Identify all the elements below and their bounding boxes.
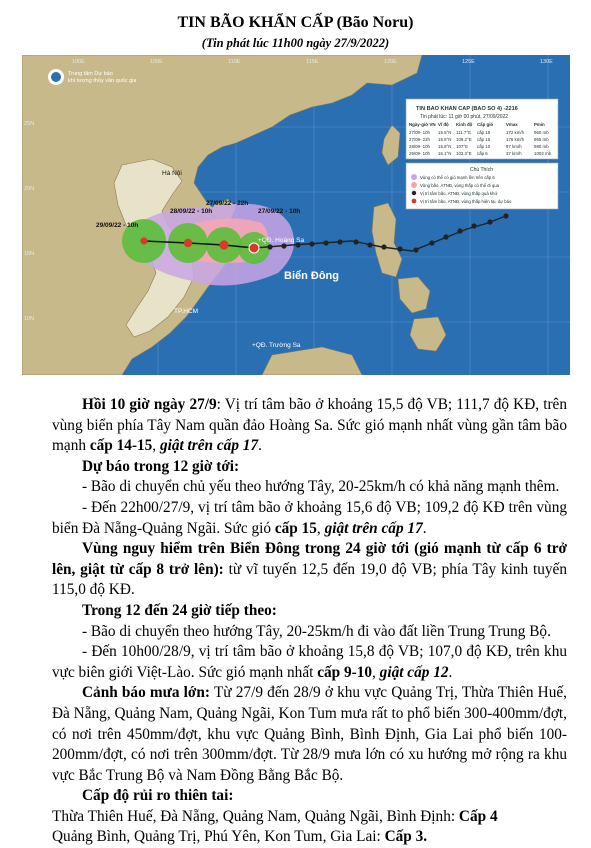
lon-tick-130e: 130E (540, 59, 553, 65)
forecast-24h-level: cấp 9-10 (317, 663, 373, 681)
lat-tick-15n: 15N (24, 251, 35, 257)
lon-tick-125e: 125E (462, 59, 475, 65)
lat-tick-25n: 25N (24, 121, 35, 127)
risk-level-3-line (52, 827, 567, 848)
bulletin-subtitle: (Tin phát lúc 11h00 ngày 27/9/2022) (201, 36, 390, 50)
bulletin-body (52, 395, 567, 848)
map-legend (406, 163, 558, 209)
forecast-12h-level: cấp 15 (274, 519, 317, 537)
sea-label: Biển Đông (284, 270, 339, 282)
info-row-3-cell-0: 29/09- 10h (409, 151, 430, 156)
heavy-rain-heading: Cảnh báo mưa lớn: (82, 684, 211, 702)
current-position-paragraph (52, 395, 567, 457)
current-sep: , (152, 437, 160, 455)
info-row-1-cell-1: 15.6°N (438, 137, 452, 142)
risk-level-4-value: Cấp 4 (458, 807, 498, 825)
track-label-27-22h: 27/09/22 - 22h (206, 200, 249, 207)
legend-item-forecast: Vị trí tâm bão, ATNĐ, vùng thấp hiện tại, dự báo (420, 199, 512, 204)
info-row-2-cell-0: 28/09- 10h (409, 144, 430, 149)
lon-tick-110e: 110E (228, 59, 241, 65)
forecast-12h-position-text: - Đến 22h00/27/9, vị trí tâm bão ở khoảng 15,6 độ VB; 109,2 độ KĐ trên vùng biển Đà Nẵng-Quảng Ngãi. Sức gió (52, 498, 567, 537)
lat-tick-20n: 20N (24, 186, 35, 192)
current-wind-level: cấp 14-15 (89, 437, 153, 455)
info-row-1-cell-5: 955 mb (534, 137, 549, 142)
info-col-time: Ngày-giờ VN (409, 122, 436, 127)
agency-name-line1: Trung tâm Dự báo (68, 71, 113, 77)
forecast-12h-heading: Dự báo trong 12 giờ tới: (82, 457, 240, 475)
legend-title: Chú Thích (470, 167, 493, 173)
place-label-hoang-sa: +QĐ. Hoàng Sa (258, 237, 305, 244)
info-row-2-cell-3: cấp 10 (477, 144, 491, 149)
danger-zone-text: từ vĩ tuyến 12,5 đến 19,0 độ VB; phía Tây kinh tuyến 115,0 độ KĐ. (52, 560, 567, 599)
info-row-2-cell-2: 107°E (456, 144, 469, 149)
info-box (406, 99, 558, 159)
current-time: Hồi 10 giờ ngày 27/9 (82, 396, 217, 413)
info-row-0-cell-4: 172 km/h (506, 130, 525, 135)
place-label-hanoi: Hà Nội (162, 170, 182, 177)
info-row-3-cell-3: cấp 6 (477, 151, 488, 156)
info-row-2-cell-4: 97 km/h (506, 144, 522, 149)
info-row-2-cell-5: 980 mb (534, 144, 549, 149)
lon-tick-115e: 115E (306, 59, 319, 65)
info-box-title: TIN BAO KHAN CAP (BAO SO 4) -2216 (416, 106, 518, 112)
current-position-text: : Vị trí tâm bão ở khoảng 15,5 độ VB; 111,7 độ KĐ, trên vùng biển phía Tây Nam quần đảo Hoàng Sa. Sức gió mạnh nhất vùng gần tâm bão mạnh (52, 396, 567, 455)
info-row-3-cell-2: 103.3°E (456, 151, 472, 156)
risk-level-4-areas: Thừa Thiên Huế, Đà Nẵng, Quảng Nam, Quảng Ngãi, Bình Định: (52, 807, 459, 825)
info-col-lat: Vĩ độ (438, 122, 449, 127)
forecast-12h-sep: , (316, 519, 325, 537)
agency-name-line2: khí tượng thủy văn quốc gia (68, 78, 137, 84)
lat-tick-10n: 10N (24, 316, 35, 322)
info-col-lon: Kinh độ (456, 122, 473, 127)
info-row-0-cell-0: 27/09- 10h (409, 130, 430, 135)
legend-item-past: Vị trí tâm bão, ATNĐ, vùng thấp quá khứ (420, 191, 498, 196)
info-row-1-cell-2: 109.2°E (456, 137, 472, 142)
info-box-issued: Tin phát lúc: 11 giờ 00 phút, 27/09/2022 (420, 114, 509, 120)
info-row-0-cell-2: 111.7°E (456, 130, 472, 135)
heavy-rain-paragraph (52, 683, 567, 786)
place-label-truong-sa: +QĐ. Trường Sa (252, 342, 301, 349)
info-row-2-cell-1: 15.8°N (438, 144, 452, 149)
forecast-24h-position (52, 642, 567, 683)
forecast-24h-position-text: - Đến 10h00/28/9, vị trí tâm bão ở khoảng 15,8 độ VB; 107,0 độ KĐ, trên khu vực biên giới Việt-Lào. Sức gió mạnh nhất (52, 643, 567, 681)
agency-logo (48, 69, 64, 85)
forecast-12h-position (52, 498, 567, 539)
forecast-12h-end: . (422, 519, 427, 537)
track-label-27-10h: 27/09/22 - 10h (258, 208, 301, 215)
lon-tick-105e: 105E (150, 59, 163, 65)
forecast-24h-sep: , (372, 663, 380, 681)
bulletin-title: TIN BÃO KHẨN CẤP (Bão Noru) (177, 14, 414, 31)
lon-tick-120e: 120E (384, 59, 397, 65)
info-row-3-cell-4: 37 km/h (506, 151, 522, 156)
risk-level-3-areas: Quảng Bình, Quảng Trị, Phú Yên, Kon Tum, Gia Lai: (52, 828, 385, 846)
info-row-0-cell-1: 15.5°N (438, 130, 452, 135)
track-label-29-10h: 29/09/22 - 10h (96, 222, 139, 229)
info-row-3-cell-1: 16.1°N (438, 151, 452, 156)
lon-tick-100e: 100E (72, 59, 85, 65)
forecast-24h-heading: Trong 12 đến 24 giờ tiếp theo: (82, 601, 277, 619)
place-label-hcm: TP.HCM (174, 308, 199, 315)
track-label-28-10h: 28/09/22 - 10h (170, 208, 213, 215)
info-row-1-cell-3: cấp 15 (477, 137, 491, 142)
forecast-24h-gust: giật cấp 12 (379, 663, 449, 681)
current-end: . (258, 437, 262, 455)
info-row-3-cell-5: 1002 mb (534, 151, 552, 156)
forecast-24h-end: . (448, 663, 453, 681)
risk-level-3-value: Cấp 3. (384, 828, 428, 846)
info-row-0-cell-5: 960 mb (534, 130, 549, 135)
forecast-24h-movement: - Bão di chuyển theo hướng Tây, 20-25km/h đi vào đất liền Trung Trung Bộ. (82, 622, 551, 640)
danger-zone-paragraph (52, 539, 567, 601)
forecast-12h-movement: - Bão di chuyển chủ yếu theo hướng Tây, 20-25km/h có khả năng mạnh thêm. (82, 478, 560, 496)
forecast-12h-gust: giật trên cấp 17 (324, 519, 423, 537)
info-col-vmax: Vmax (506, 122, 518, 127)
legend-item-wind-zone: Vùng có thể có gió mạnh lên trên cấp 6 (420, 175, 495, 180)
info-row-1-cell-4: 176 km/h (506, 137, 525, 142)
info-row-1-cell-0: 27/09- 22h (409, 137, 430, 142)
info-row-0-cell-3: cấp 15 (477, 130, 491, 135)
info-col-level: Cấp gió (477, 122, 494, 127)
risk-level-heading: Cấp độ rủi ro thiên tai: (82, 787, 234, 805)
heavy-rain-text: Từ 27/9 đến 28/9 ở khu vực Quảng Trị, Thừa Thiên Huế, Đà Nẵng, Quảng Nam, Quảng Ngãi, Kon Tum mưa rất to phổ biến 300-400mm/đợt, có nơi trên 450mm/đợt, khu vực Quảng Bình, Bình Định, Gia Lai phổ biến 100-200mm/đợt, có nơi trên 300mm/đợt. Từ 28/9 mưa lớn có xu hướng mở rộng ra khu vực Bắc Trung Bộ và Nam Đồng Bằng Bắc Bộ. (52, 684, 567, 784)
info-col-pmin: Pmin (534, 122, 545, 127)
storm-track-map (22, 55, 570, 375)
legend-item-track-cone: Vùng bão, ATNĐ, vùng thấp có thể đi qua (420, 183, 499, 188)
current-gust: giật trên cấp 17 (159, 437, 259, 455)
danger-zone-heading: Vùng nguy hiểm trên Biển Đông trong 24 giờ tới (gió mạnh từ cấp 6 trở lên, giật từ cấp 8 trở lên): (52, 540, 567, 578)
risk-level-4-line (52, 807, 567, 828)
